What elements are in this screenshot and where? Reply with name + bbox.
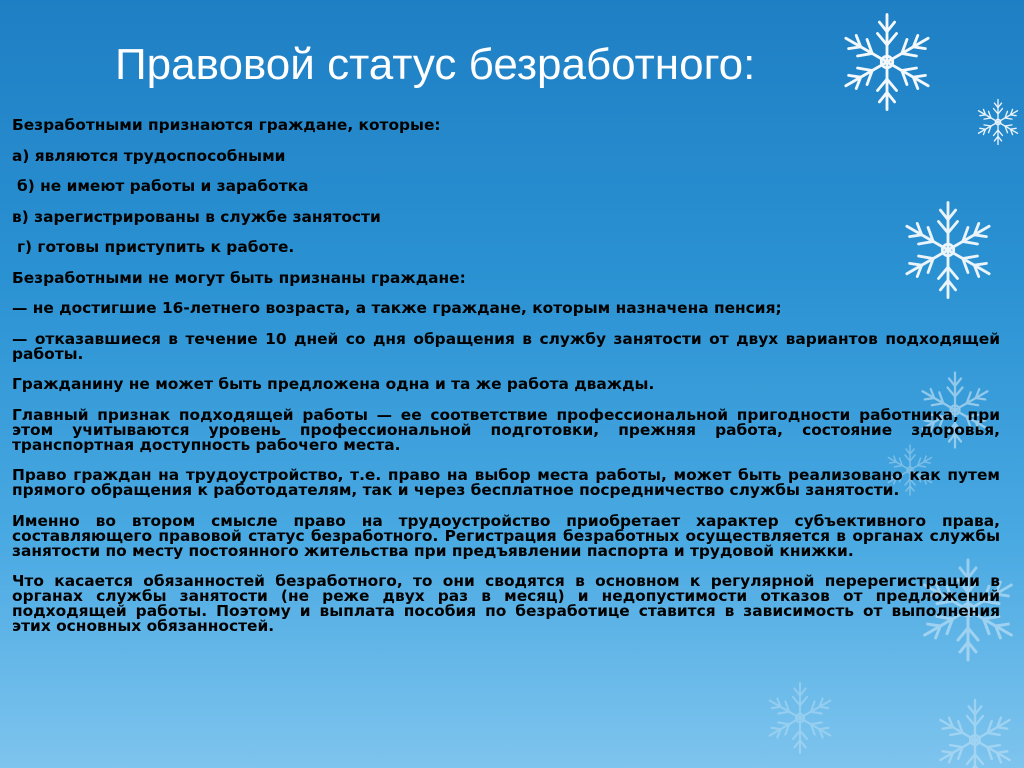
snowflake-icon <box>936 700 1013 768</box>
exclusion-item-refusal: — отказавшиеся в течение 10 дней со дня обращения в службу занятости от двух вариантов подходящей работы. <box>12 329 1000 363</box>
list-item-c: в) зарегистрированы в службе занятости <box>12 207 381 226</box>
exclusion-item-age: — не достигшие 16-летнего возраста, а также граждане, которым назначена пенсия; <box>12 299 782 317</box>
slide-title: Правовой статус безработного: <box>115 40 756 89</box>
intro-paragraph: Безработными признаются граждане, которые: <box>12 116 441 134</box>
list-item-b: б) не имеют работы и заработка <box>17 177 309 195</box>
snowflake-icon <box>766 683 834 753</box>
exclusions-heading: Безработными не могут быть признаны граждане: <box>12 268 466 287</box>
employment-right-paragraph: Право граждан на трудоустройство, т.е. право на выбор места работы, может быть реализовано как путем прямого обращения к работодателям, так и через бесплатное посредничество службы занятости. <box>12 466 1000 499</box>
snowflake-icon <box>841 14 933 109</box>
repeat-offer-paragraph: Гражданину не может быть предложена одна и та же работа дважды. <box>12 375 655 393</box>
subjective-right-paragraph: Именно во втором смысле право на трудоустройство приобретает характер субъективного права, составляющего правовой статус безработного. Регистрация безработных осуществляется в органах службы занятости по месту постоянного жительства при предъявлении паспорта и трудовой книжки. <box>12 511 1000 560</box>
list-item-d: г) готовы приступить к работе. <box>17 238 295 256</box>
suitable-work-paragraph: Главный признак подходящей работы — ее соответствие профессиональной пригодности работника, при этом учитываются уровень профессиональной подготовки, прежняя работа, состояние здоровья, транспортная доступность рабочего места. <box>12 405 1000 454</box>
slide-body <box>12 118 1000 650</box>
list-item-a: а) являются трудоспособными <box>12 146 286 165</box>
obligations-paragraph: Что касается обязанностей безработного, то они сводятся в основном к регулярной перерегистрации в органах службы занятости (не реже двух раз в месяц) и недопустимости отказов от предложений подходящей работы. Поэтому и выплата пособия по безработице ставится в зависимость от выполнения этих основных обязанностей. <box>12 572 1000 635</box>
